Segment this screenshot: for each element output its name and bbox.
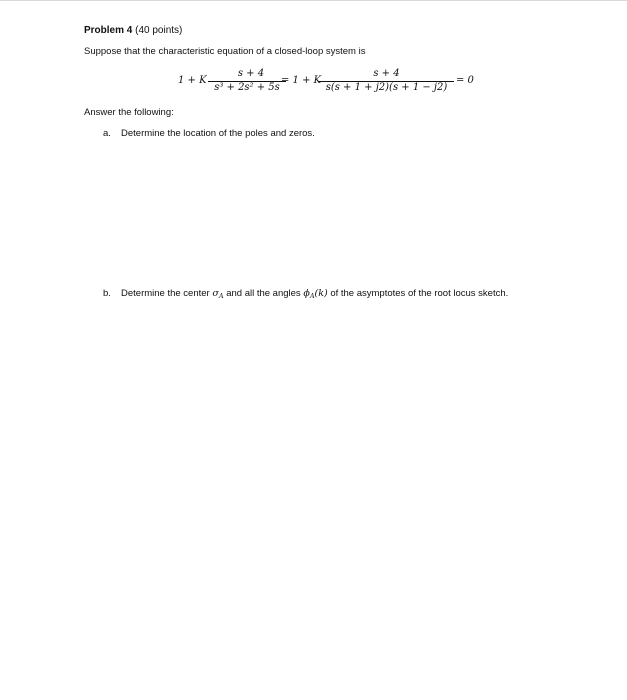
problem-points: (40 points): [135, 25, 183, 36]
fraction1-denominator: s³ + 2s² + 5s: [214, 82, 280, 93]
question-b-text-part3: of the asymptotes of the root locus sketch.: [327, 288, 509, 299]
equation-rhs: = 0: [456, 75, 474, 86]
equation-lhs-prefix: 1 + K: [178, 75, 207, 86]
equation-middle: = 1 + K: [281, 75, 322, 86]
question-b-text-part1: Determine the center: [121, 288, 213, 299]
question-b-label: b.: [103, 288, 111, 299]
fraction2-denominator: s(s + 1 + j2)(s + 1 − j2): [325, 82, 448, 93]
phi-argument: (k): [314, 288, 328, 299]
phi-subscript: A: [309, 292, 315, 300]
fraction2-numerator: s + 4: [373, 68, 400, 79]
phi-symbol: ϕ: [303, 288, 310, 299]
sigma-subscript: A: [218, 292, 224, 300]
question-a-label: a.: [103, 128, 111, 139]
question-b-text: [121, 288, 508, 300]
problem-title: [84, 25, 182, 36]
question-a-text: Determine the location of the poles and zeros.: [121, 128, 315, 139]
intro-text: Suppose that the characteristic equation of a closed-loop system is: [84, 46, 366, 57]
answer-intro: Answer the following:: [84, 107, 174, 118]
fraction1-numerator: s + 4: [237, 68, 265, 79]
sigma-symbol: σ: [212, 288, 219, 299]
page-top-border: [0, 0, 627, 1]
question-b-text-part2: and all the angles: [223, 288, 304, 299]
problem-number: Problem 4: [84, 25, 133, 36]
